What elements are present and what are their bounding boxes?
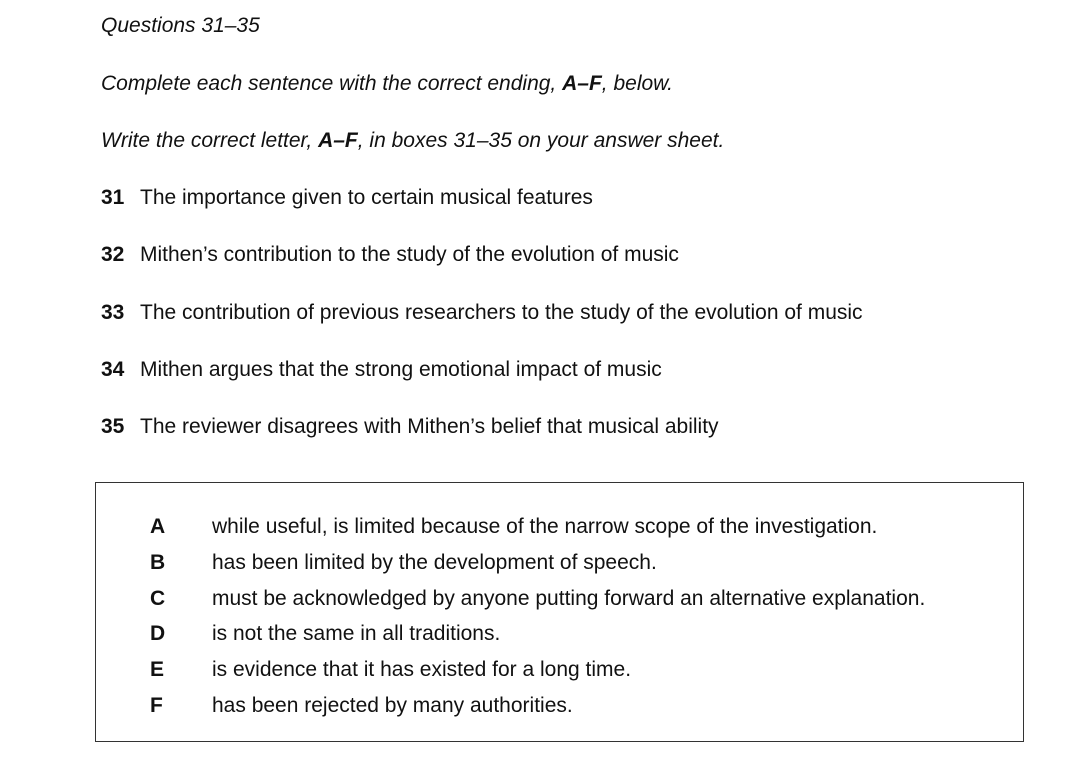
endings-box	[95, 482, 1024, 742]
instruction-text: Complete each sentence with the correct ending,	[101, 72, 563, 95]
question-number: 32	[101, 243, 125, 266]
question-number: 35	[101, 415, 125, 438]
ending-letter: B	[150, 551, 166, 574]
instruction-text: Write the correct letter,	[101, 129, 319, 152]
ending-text: has been limited by the development of speech.	[212, 551, 657, 574]
ending-text: has been rejected by many authorities.	[212, 694, 573, 717]
section-heading: Questions 31–35	[101, 14, 260, 37]
question-33	[101, 300, 863, 326]
ending-text: must be acknowledged by anyone putting forward an alternative explanation.	[212, 587, 926, 610]
question-number: 33	[101, 301, 125, 324]
question-text: The reviewer disagrees with Mithen’s belief that musical ability	[140, 415, 719, 438]
ending-text: is evidence that it has existed for a long time.	[212, 658, 632, 681]
instruction-text: , below.	[601, 72, 674, 95]
question-32	[101, 242, 679, 268]
question-text: Mithen argues that the strong emotional impact of music	[140, 358, 662, 381]
ending-letter: D	[150, 622, 166, 645]
instruction-text: , in boxes 31–35 on your answer sheet.	[357, 129, 725, 152]
question-text: Mithen’s contribution to the study of the evolution of music	[140, 243, 679, 266]
ending-letter: E	[150, 658, 165, 681]
instruction-complete-sentences	[101, 71, 673, 97]
instruction-range: A–F	[318, 129, 358, 152]
ending-text: is not the same in all traditions.	[212, 622, 501, 645]
ending-letter: C	[150, 587, 166, 610]
question-31	[101, 185, 593, 211]
ending-text: while useful, is limited because of the narrow scope of the investigation.	[212, 515, 878, 538]
instruction-write-letter	[101, 128, 724, 154]
question-text: The importance given to certain musical features	[140, 186, 593, 209]
question-35	[101, 414, 719, 440]
question-number: 31	[101, 186, 125, 209]
ending-letter: A	[150, 515, 166, 538]
instruction-range: A–F	[562, 72, 602, 95]
question-number: 34	[101, 358, 125, 381]
ending-letter: F	[150, 694, 163, 717]
question-text: The contribution of previous researchers to the study of the evolution of music	[140, 301, 863, 324]
question-34	[101, 357, 662, 383]
